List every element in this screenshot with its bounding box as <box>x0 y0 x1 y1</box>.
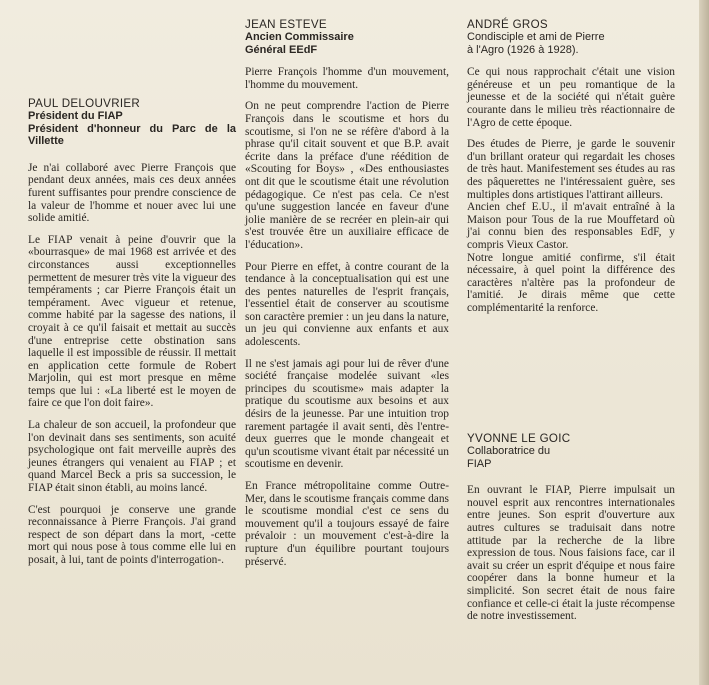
author-header <box>28 97 236 148</box>
author-name: YVONNE LE GOIC <box>467 432 571 445</box>
paragraph: Ancien chef E.U., il m'avait entraîné à la Maison pour Tous de la rue Mouffetard où j'ai connu bien des responsables EdF, y compris Vieux Castor. <box>467 201 675 251</box>
testimony-gros <box>467 18 675 323</box>
paragraph: Ce qui nous rapprochait c'était une vision généreuse et un peu romantique de la jeunesse et de la société qui n'était guère courante dans le milieu très réactionnaire de l'Agro de cette époque. <box>467 66 675 129</box>
paragraph: Pierre François l'homme d'un mouvement, l'homme du mouvement. <box>245 66 449 91</box>
author-role: Président d'honneur du Parc de la Villette <box>28 122 236 148</box>
author-header <box>245 18 449 56</box>
author-name: JEAN ESTEVE <box>245 18 327 31</box>
author-role: Collaboratrice du <box>467 445 551 457</box>
author-role: Ancien Commissaire <box>245 31 354 43</box>
page-edge <box>699 0 709 685</box>
author-header <box>467 432 675 470</box>
paragraph: En ouvrant le FIAP, Pierre impulsait un nouvel esprit aux rencontres internationales entre jeunes. Son esprit d'ouverture aux autres cultures se traduisait dans notre attitude par la recherche de la libre expression de tous. Nous faisions face, car il avait su créer un esprit d'équipe et nous faire coopérer dans la bonne humeur et la simplicité. Son secret était de nous faire confiance et celle-ci était la juste récompense de notre investissement. <box>467 484 675 623</box>
paragraph: Il ne s'est jamais agi pour lui de rêver d'une société française modelée suivant «les principes du scoutisme» mais adapter la pratique du scoutisme aux besoins et aux désirs de la jeunesse. Par une intuition trop rarement partagée il avait senti, dès l'entre-deux guerres que le monde changeait et qu'un scoutisme vivant était par nécessité un scoutisme en devenir. <box>245 357 449 471</box>
author-role: Condisciple et ami de Pierre <box>467 31 605 43</box>
author-header <box>467 18 675 56</box>
paragraph: Je n'ai collaboré avec Pierre François que pendant deux années, mais ces deux années furent suffisantes pour prendre conscience de la valeur de l'homme et nouer avec lui une solide amitié. <box>28 161 236 225</box>
testimony-esteve <box>245 18 449 577</box>
paragraph: Notre longue amitié confirme, s'il était nécessaire, à quel point la différence des caractères n'altère pas la profondeur de l'amitié. Je dirais même que cette complémentarité la renforce. <box>467 251 675 314</box>
paragraph: Des études de Pierre, je garde le souvenir d'un brillant orateur qui regardait les choses de très haut. Manifestement ses études au ras des pâquerettes ne l'intéressaient guère, ses multiples dons artistiques l'attirant ailleurs. <box>467 138 675 201</box>
author-role: FIAP <box>467 457 492 470</box>
author-role: Général EEdF <box>245 43 318 56</box>
testimony-delouvrier <box>28 97 236 576</box>
testimony-le-goic <box>467 432 675 632</box>
paragraph: Pour Pierre en effet, à contre courant de la tendance à la conceptualisation qui est une des pentes naturelles de l'esprit français, l'essentiel était de conserver au scoutisme son caractère premier : un jeu dans la nature, un jeu qui convienne aux enfants et aux adolescents. <box>245 260 449 349</box>
paragraph: En France métropolitaine comme Outre-Mer, dans le scoutisme français comme dans le scoutisme mondial c'est ce sens du mouvement qu'il a toujours essayé de faire prévaloir : un mouvement c'est-à-dire la rupture d'un équilibre pourtant toujours préservé. <box>245 480 449 568</box>
paragraph: La chaleur de son accueil, la profondeur que l'on devinait dans ses sentiments, son acuité psychologique ont fait merveille auprès des jeunes étrangers qui venaient au FIAP ; et quand Marcel Beck a pris sa succession, le FIAP était sinon établi, au moins lancé. <box>28 419 236 495</box>
paragraph: Le FIAP venait à peine d'ouvrir que la «bourrasque» de mai 1968 est arrivée et des circonstances aussi exceptionnelles permettent de mesurer très vite la vigueur des tempéraments ; car Pierre François était un tempérament. Avec vigueur et retenue, comme habité par la sagesse des nations, il croyait à ce qu'il faisait et mettait au succès d'une entreprise cette obstination sans laquelle il est impossible de réussir. Il mettait en application cette formule de Robert Marjolin, qui est mort presque en même temps que lui : «La liberté est le moyen de faire ce que l'on doit faire». <box>28 233 236 410</box>
paragraph: On ne peut comprendre l'action de Pierre François dans le scoutisme et hors du scoutisme, si l'on ne se réfère d'abord à la phrase qu'il citait souvent et que B.P. avait écrite dans la préface d'une réédition de «Scouting for Boys» , «Des enthousiastes ont dit que le scoutisme était une révolution pédagogique. Ce n'est pas cela. Ce n'est qu'une suggestion lancée en faveur d'une jolie manière de se recréer en plein-air qui s'est trouvée être un auxiliaire efficace de l'éducation». <box>245 100 449 251</box>
author-name: PAUL DELOUVRIER <box>28 97 141 110</box>
paragraph: C'est pourquoi je conserve une grande reconnaissance à Pierre François. J'ai grand respect de son départ dans la mort, -cette mort qui nous pose à tous comme elle lui en posait, à lui, tant de points d'interrogation-. <box>28 503 236 566</box>
author-role: à l'Agro (1926 à 1928). <box>467 43 579 56</box>
author-role: Président du FIAP <box>28 110 123 122</box>
author-name: ANDRÉ GROS <box>467 18 548 31</box>
